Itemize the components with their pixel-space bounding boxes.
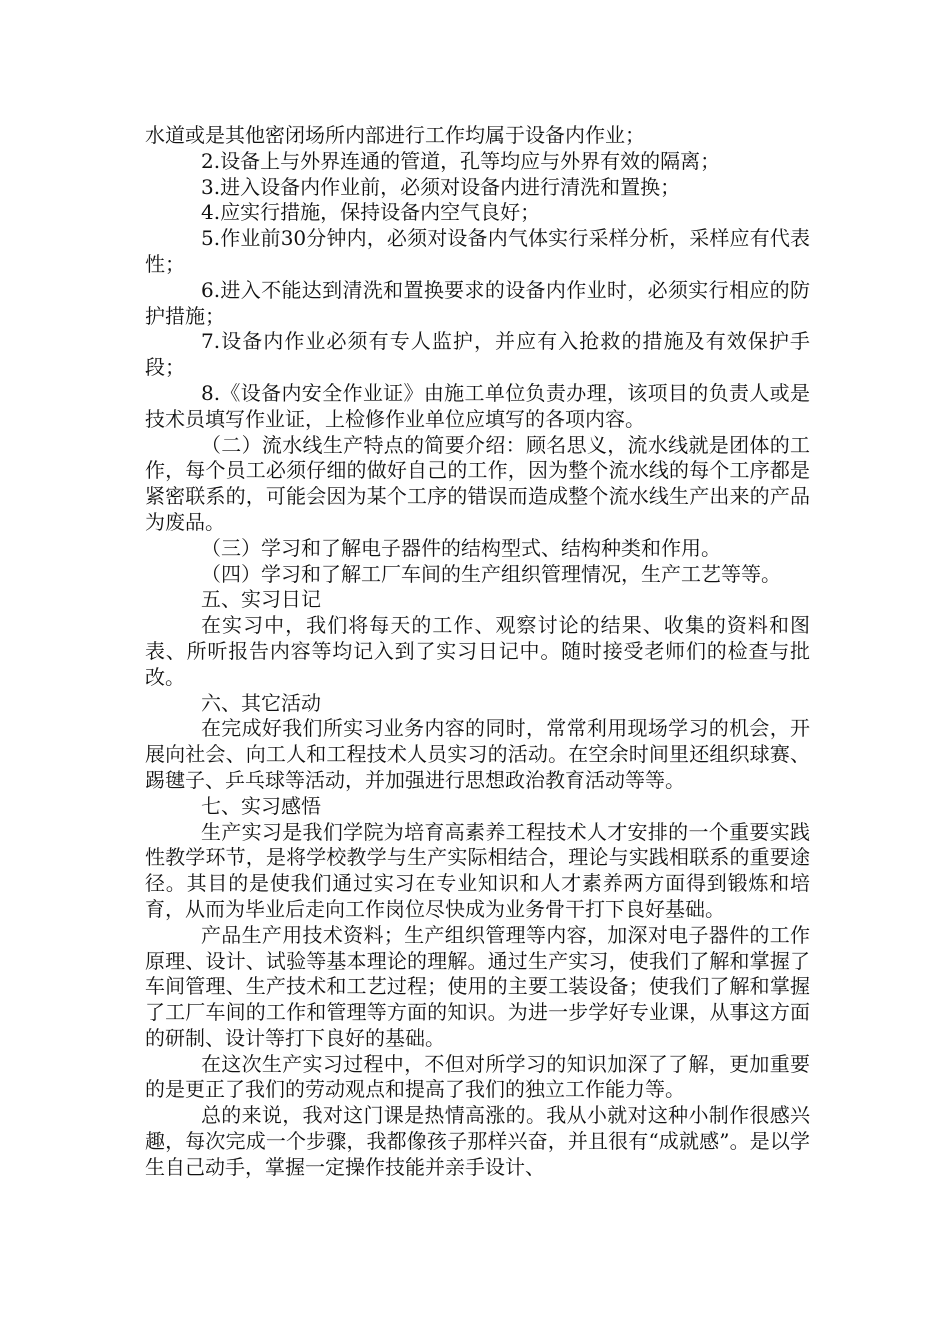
paragraph-section-2: （二）流水线生产特点的简要介绍：顾名思义，流水线就是团体的工作，每个员工必须仔细的做好自己的工作，因为整个流水线的每个工序都是紧密联系的，可能会因为某个工序的错误而造成整个流水线生产出来的产品为废品。 bbox=[145, 432, 810, 534]
paragraph-reflection-1: 生产实习是我们学院为培育高素养工程技术人才安排的一个重要实践性教学环节，是将学校教学与生产实际相结合，理论与实践相联系的重要途径。其目的是使我们通过实习在专业知识和人才素养两方面得到锻炼和培育，从而为毕业后走向工作岗位尽快成为业务骨干打下良好基础。 bbox=[145, 819, 810, 921]
list-item-5: 5.作业前30分钟内，必须对设备内气体实行采样分析，采样应有代表性； bbox=[145, 226, 810, 276]
list-item-6: 6.进入不能达到清洗和置换要求的设备内作业时，必须实行相应的防护措施； bbox=[145, 277, 810, 328]
paragraph-reflection-2: 产品生产用技术资料；生产组织管理等内容，加深对电子器件的工作原理、设计、试验等基本理论的理解。通过生产实习，使我们了解和掌握了车间管理、生产技术和工艺过程；使用的主要工装设备；使我们了解和掌握了工厂车间的工作和管理等方面的知识。为进一步学好专业课，从事这方面的研制、设计等打下良好的基础。 bbox=[145, 922, 810, 1050]
paragraph-reflection-4: 总的来说，我对这门课是热情高涨的。我从小就对这种小制作很感兴趣，每次完成一个步骤，我都像孩子那样兴奋，并且很有“成就感”。是以学生自己动手，掌握一定操作技能并亲手设计、 bbox=[145, 1103, 810, 1179]
list-item-3: 3.进入设备内作业前，必须对设备内进行清洗和置换； bbox=[201, 174, 681, 199]
section-heading-6: 六、其它活动 bbox=[201, 690, 321, 715]
paragraph-section-4: （四）学习和了解工厂车间的生产组织管理情况，生产工艺等等。 bbox=[201, 561, 781, 586]
document-page bbox=[145, 123, 810, 1181]
paragraph-continuation: 水道或是其他密闭场所内部进行工作均属于设备内作业； bbox=[145, 123, 645, 147]
list-item-4: 4.应实行措施，保持设备内空气良好； bbox=[201, 200, 541, 225]
list-item-8: 8.《设备内安全作业证》由施工单位负责办理，该项目的负责人或是技术员填写作业证，上检修作业单位应填写的各项内容。 bbox=[145, 380, 810, 431]
section-heading-5: 五、实习日记 bbox=[201, 587, 321, 612]
paragraph-section-3: （三）学习和了解电子器件的结构型式、结构种类和作用。 bbox=[201, 535, 721, 560]
paragraph-reflection-3: 在这次生产实习过程中，不但对所学习的知识加深了了解，更加重要的是更正了我们的劳动观点和提高了我们的独立工作能力等。 bbox=[145, 1051, 810, 1102]
list-item-2: 2.设备上与外界连通的管道，孔等均应与外界有效的隔离； bbox=[201, 148, 721, 173]
section-heading-7: 七、实习感悟 bbox=[201, 793, 321, 818]
paragraph-other-activities: 在完成好我们所实习业务内容的同时，常常利用现场学习的机会，开展向社会、向工人和工程技术人员实习的活动。在空余时间里还组织球赛、踢毽子、乒乓球等活动，并加强进行思想政治教育活动等等。 bbox=[145, 716, 810, 792]
list-item-7: 7.设备内作业必须有专人监护，并应有入抢救的措施及有效保护手段； bbox=[145, 329, 810, 380]
paragraph-internship-diary: 在实习中，我们将每天的工作、观察讨论的结果、收集的资料和图表、所听报告内容等均记入到了实习日记中。随时接受老师们的检查与批改。 bbox=[145, 613, 810, 689]
